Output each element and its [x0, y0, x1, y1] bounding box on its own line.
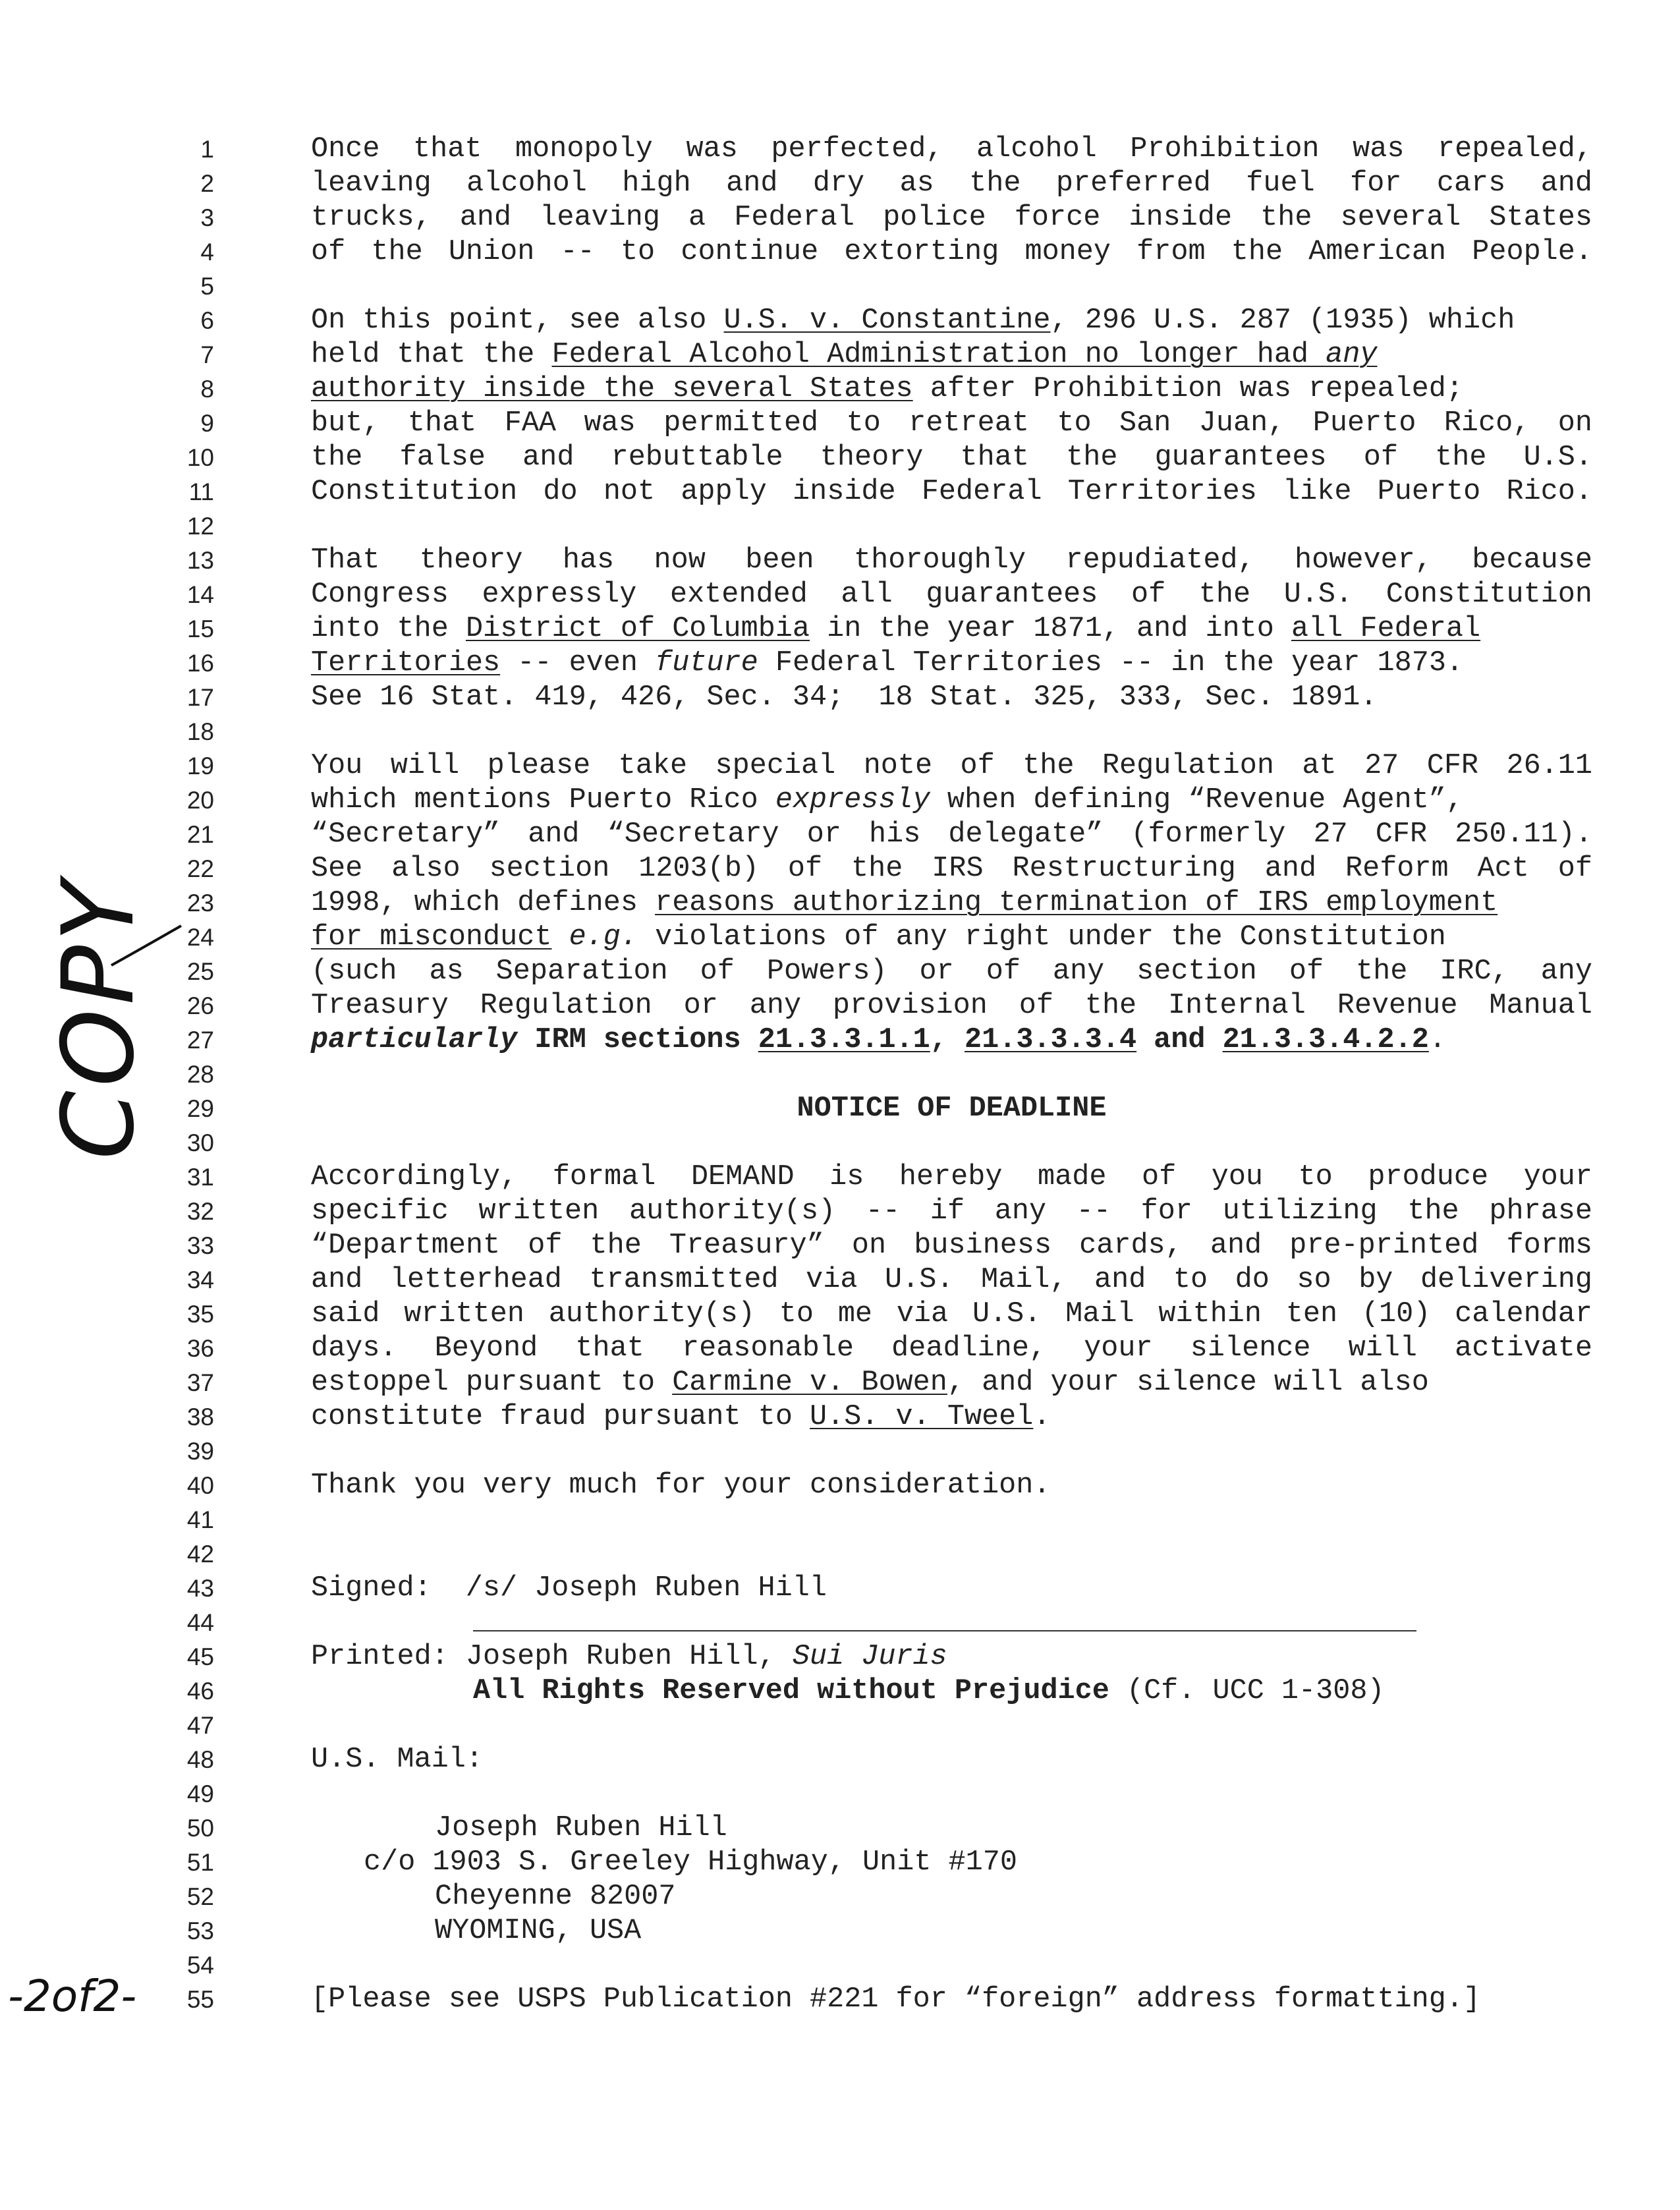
- text-line: [0, 646, 1680, 681]
- line-number: 24: [186, 924, 214, 951]
- footer-note: [Please see USPS Publication #221 for “foreign” address formatting.]: [311, 1983, 1481, 2016]
- text-line: [0, 1880, 1680, 1914]
- line-number: 47: [186, 1712, 214, 1739]
- text-line: [0, 1400, 1680, 1434]
- line-number: 29: [186, 1095, 214, 1122]
- paragraph-line: for misconduct e.g. violations of any right under the Constitution: [311, 921, 1446, 953]
- line-number: 51: [186, 1849, 214, 1876]
- line-number: 55: [186, 1986, 214, 2013]
- line-number: 43: [186, 1575, 214, 1602]
- text-line: [0, 132, 1680, 167]
- line-number-row: [0, 1537, 1680, 1572]
- line-number-row: [0, 1948, 1680, 1983]
- text-line: [0, 235, 1680, 269]
- line-number: 40: [186, 1472, 214, 1499]
- paragraph-line: You will please take special note of the Regulation at 27 CFR 26.11: [311, 750, 1592, 782]
- line-number: 25: [186, 958, 214, 985]
- text-line: [0, 372, 1680, 407]
- line-number: 49: [186, 1780, 214, 1807]
- paragraph-line: That theory has now been thoroughly repudiated, however, because: [311, 544, 1592, 577]
- line-number: 48: [186, 1746, 214, 1773]
- line-number: 31: [186, 1164, 214, 1191]
- text-line: [0, 1743, 1680, 1777]
- line-number: 27: [186, 1027, 214, 1054]
- line-number: 54: [186, 1952, 214, 1979]
- text-line: [0, 852, 1680, 886]
- text-line: [0, 441, 1680, 475]
- line-number: 7: [200, 341, 214, 368]
- line-number: 32: [186, 1198, 214, 1225]
- paragraph-line: “Secretary” and “Secretary or his delegate” (formerly 27 CFR 250.11).: [311, 818, 1592, 851]
- line-number: 10: [186, 444, 214, 471]
- text-line: [0, 1640, 1680, 1674]
- text-line: [0, 578, 1680, 612]
- line-number-row: [0, 1434, 1680, 1469]
- rights-line: All Rights Reserved without Prejudice (Cf. UCC 1-308): [473, 1675, 1385, 1707]
- paragraph-line: On this point, see also U.S. v. Constantine, 296 U.S. 287 (1935) which: [311, 304, 1515, 337]
- paragraph-line: “Department of the Treasury” on business cards, and pre-printed forms: [311, 1230, 1592, 1262]
- line-number: 37: [186, 1369, 214, 1396]
- text-line: [0, 475, 1680, 509]
- text-line: [0, 1160, 1680, 1195]
- line-number: 17: [186, 684, 214, 711]
- line-number: 2: [200, 170, 214, 197]
- text-line: [0, 1263, 1680, 1297]
- line-number: 38: [186, 1403, 214, 1431]
- text-line: [0, 681, 1680, 715]
- line-number: 11: [188, 478, 214, 505]
- paragraph-line: days. Beyond that reasonable deadline, your silence will activate: [311, 1332, 1592, 1365]
- text-line: [0, 886, 1680, 921]
- line-number: 44: [186, 1609, 214, 1636]
- line-number-row: [0, 1126, 1680, 1160]
- paragraph-line: authority inside the several States after Prohibition was repealed;: [311, 373, 1463, 405]
- line-number: 23: [186, 890, 214, 917]
- text-line: [0, 544, 1680, 578]
- line-number: 12: [186, 513, 214, 540]
- paragraph-line: Accordingly, formal DEMAND is hereby made of you to produce your: [311, 1161, 1592, 1193]
- line-number: 13: [186, 547, 214, 574]
- paragraph-line: Treasury Regulation or any provision of the Internal Revenue Manual: [311, 990, 1592, 1022]
- paragraph-line: specific written authority(s) -- if any -- for utilizing the phrase: [311, 1195, 1592, 1228]
- text-line: [0, 955, 1680, 989]
- text-line: [0, 1811, 1680, 1846]
- paragraph-line: held that the Federal Alcohol Administration no longer had any: [311, 339, 1378, 371]
- text-line: [0, 1332, 1680, 1366]
- text-line: [0, 818, 1680, 852]
- line-number: 18: [186, 718, 214, 745]
- line-number: 16: [186, 650, 214, 677]
- line-number: 41: [186, 1506, 214, 1533]
- closing-line: Thank you very much for your consideration.: [311, 1469, 1051, 1502]
- paragraph-line: leaving alcohol high and dry as the preferred fuel for cars and: [311, 167, 1592, 200]
- text-line: [0, 921, 1680, 955]
- paragraph-line: which mentions Puerto Rico expressly when defining “Revenue Agent”,: [311, 784, 1464, 816]
- text-line: [0, 1469, 1680, 1503]
- line-number: 21: [186, 821, 214, 848]
- line-number: 4: [200, 239, 214, 266]
- paragraph-line: See also section 1203(b) of the IRS Restructuring and Reform Act of: [311, 853, 1592, 885]
- line-number-row: [0, 269, 1680, 304]
- printed-line: Printed: Joseph Ruben Hill, Sui Juris: [311, 1641, 947, 1673]
- paragraph-line: Congress expressly extended all guarantees of the U.S. Constitution: [311, 579, 1592, 611]
- line-number: 1: [200, 136, 214, 163]
- paragraph-line: of the Union -- to continue extorting money from the American People.: [311, 236, 1592, 268]
- line-number: 30: [186, 1129, 214, 1156]
- line-number: 9: [200, 410, 214, 437]
- text-line: [0, 304, 1680, 338]
- line-number: 42: [186, 1541, 214, 1568]
- line-number-row: [0, 715, 1680, 749]
- line-number: 35: [186, 1301, 214, 1328]
- handwritten-copy-mark: COPY: [42, 877, 156, 1160]
- paragraph-line: said written authority(s) to me via U.S. Mail within ten (10) calendar: [311, 1298, 1592, 1330]
- paragraph-line: trucks, and leaving a Federal police force inside the several States: [311, 202, 1592, 234]
- paragraph-line: See 16 Stat. 419, 426, Sec. 34; 18 Stat. 325, 333, Sec. 1891.: [311, 681, 1378, 714]
- line-number: 8: [200, 376, 214, 403]
- line-number: 52: [186, 1883, 214, 1910]
- line-number: 50: [186, 1815, 214, 1842]
- paragraph-line: Territories -- even future Federal Territories -- in the year 1873.: [311, 647, 1464, 679]
- text-line: [0, 1297, 1680, 1332]
- paragraph-line: (such as Separation of Powers) or of any section of the IRC, any: [311, 955, 1592, 988]
- text-line: [0, 407, 1680, 441]
- paragraph-line: estoppel pursuant to Carmine v. Bowen, and your silence will also: [311, 1367, 1429, 1399]
- text-line: [0, 989, 1680, 1023]
- line-number: 20: [186, 787, 214, 814]
- line-number: 5: [200, 273, 214, 300]
- text-line: [0, 1846, 1680, 1880]
- text-line: [0, 1092, 1680, 1126]
- mail-label: U.S. Mail:: [311, 1743, 484, 1776]
- text-line: [0, 167, 1680, 201]
- line-number: 33: [186, 1232, 214, 1259]
- signature-underline: [473, 1630, 1416, 1631]
- paragraph-line: Constitution do not apply inside Federal Territories like Puerto Rico.: [311, 476, 1592, 508]
- line-number: 22: [186, 855, 214, 882]
- line-number: 46: [186, 1678, 214, 1705]
- paragraph-line: the false and rebuttable theory that the guarantees of the U.S.: [311, 441, 1592, 474]
- text-line: [0, 783, 1680, 818]
- text-line: [0, 1572, 1680, 1606]
- line-number: 3: [200, 204, 214, 231]
- line-number-row: [0, 509, 1680, 544]
- line-number-row: [0, 1709, 1680, 1743]
- text-line: [0, 338, 1680, 372]
- line-number: 36: [186, 1335, 214, 1362]
- section-heading: NOTICE OF DEADLINE: [797, 1092, 1107, 1125]
- paragraph-line: but, that FAA was permitted to retreat to San Juan, Puerto Rico, on: [311, 407, 1592, 439]
- line-number: 19: [186, 752, 214, 779]
- text-line: [0, 612, 1680, 646]
- line-number-row: [0, 1503, 1680, 1537]
- line-number: 6: [200, 307, 214, 334]
- text-line: [0, 1674, 1680, 1709]
- line-number: 45: [186, 1643, 214, 1670]
- address-name: Joseph Ruben Hill: [435, 1812, 727, 1844]
- text-line: [0, 1229, 1680, 1263]
- paragraph-line: particularly IRM sections 21.3.3.1.1, 21.3.3.3.4 and 21.3.3.4.2.2.: [311, 1024, 1446, 1056]
- line-number: 26: [186, 992, 214, 1019]
- paragraph-line: Once that monopoly was perfected, alcohol Prohibition was repealed,: [311, 133, 1592, 165]
- line-number-row: [0, 1606, 1680, 1640]
- text-line: [0, 1914, 1680, 1948]
- text-line: [0, 1983, 1680, 2017]
- handwritten-copy-tail: [109, 919, 188, 972]
- paragraph-line: and letterhead transmitted via U.S. Mail, and to do so by delivering: [311, 1264, 1592, 1296]
- paragraph-line: 1998, which defines reasons authorizing termination of IRS employment: [311, 887, 1498, 919]
- line-number: 53: [186, 1917, 214, 1944]
- line-number: 39: [186, 1438, 214, 1465]
- line-number: 14: [186, 581, 214, 608]
- line-number-row: [0, 1058, 1680, 1092]
- line-number: 34: [186, 1266, 214, 1293]
- line-number-row: [0, 1777, 1680, 1811]
- text-line: [0, 749, 1680, 783]
- text-line: [0, 1366, 1680, 1400]
- text-line: [0, 201, 1680, 235]
- address-city: Cheyenne 82007: [435, 1881, 676, 1913]
- paragraph-line: into the District of Columbia in the year 1871, and into all Federal: [311, 613, 1481, 645]
- case-citation: U.S. v. Constantine: [723, 304, 1051, 337]
- text-line: [0, 1195, 1680, 1229]
- address-street: c/o 1903 S. Greeley Highway, Unit #170: [364, 1846, 1017, 1879]
- paragraph-line: constitute fraud pursuant to U.S. v. Tweel.: [311, 1401, 1051, 1433]
- line-number: 28: [186, 1061, 214, 1088]
- signed-line: Signed: /s/ Joseph Ruben Hill: [311, 1572, 827, 1604]
- handwritten-page-mark: -2of2-: [8, 1971, 137, 2022]
- line-number: 15: [186, 615, 214, 642]
- address-state: WYOMING, USA: [435, 1915, 642, 1947]
- text-line: [0, 1023, 1680, 1058]
